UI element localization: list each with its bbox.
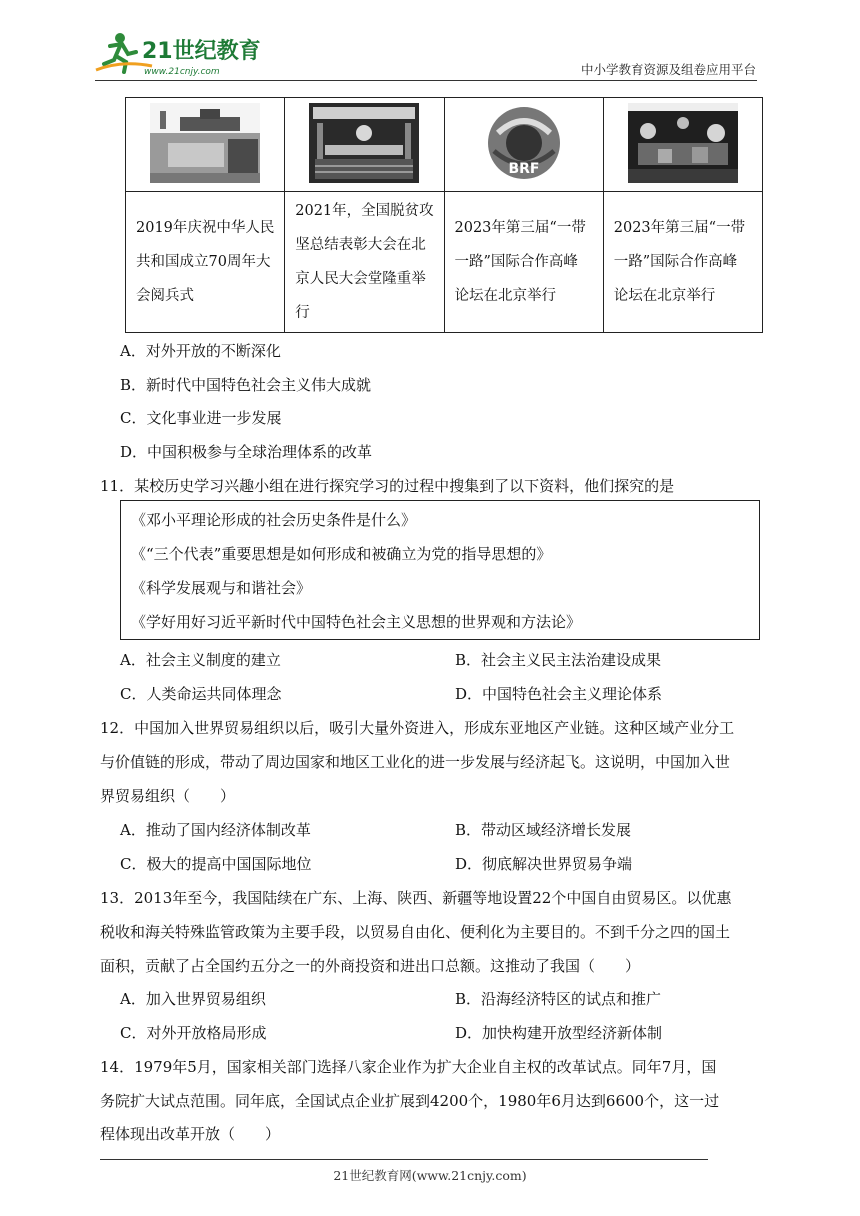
q12-option-b[interactable]: B．带动区域经济增长发展	[455, 821, 632, 839]
caption-cell	[444, 192, 603, 333]
material-item: 《“三个代表”重要思想是如何形成和被确立为党的指导思想的》	[131, 545, 552, 563]
page-footer[interactable]: 21世纪教育网(www.21cnjy.com)	[333, 1168, 527, 1183]
caption-line: 一路”国际合作高峰	[613, 254, 738, 270]
q12-stem-line: 界贸易组织（ ）	[100, 787, 236, 805]
q11-option-a[interactable]: A．社会主义制度的建立	[120, 651, 281, 669]
q10-option-b[interactable]: B．新时代中国特色社会主义伟大成就	[120, 376, 372, 394]
caption-line: 2021年，全国脱贫攻	[295, 203, 434, 219]
brf-logo	[484, 103, 564, 183]
table-cell	[603, 98, 762, 192]
q10-option-a[interactable]: A．对外开放的不断深化	[120, 342, 281, 360]
q10-option-d[interactable]: D．中国积极参与全球治理体系的改革	[120, 443, 373, 461]
q12-option-c[interactable]: C．极大的提高中国国际地位	[120, 855, 312, 873]
logo-graphic	[92, 30, 262, 80]
q13-option-a[interactable]: A．加入世界贸易组织	[120, 990, 266, 1008]
caption-cell	[126, 192, 285, 333]
table-cell	[126, 98, 285, 192]
caption-line: 一路”国际合作高峰	[454, 254, 578, 270]
caption-cell	[603, 192, 762, 333]
parade-square-photo	[150, 103, 260, 183]
material-item: 《学好用好习近平新时代中国特色社会主义思想的世界观和方法论》	[131, 613, 582, 631]
caption-line: 行	[295, 305, 310, 321]
footer-divider	[100, 1159, 708, 1160]
q13-option-b[interactable]: B．沿海经济特区的试点和推广	[455, 990, 662, 1008]
platform-name: 中小学教育资源及组卷应用平台	[580, 62, 756, 77]
svg-text:www.21cnjy.com: www.21cnjy.com	[144, 67, 220, 77]
q13-option-c[interactable]: C．对外开放格局形成	[120, 1024, 267, 1042]
site-logo	[92, 30, 262, 80]
image-row	[126, 98, 763, 192]
q14-stem-line: 程体现出改革开放（ ）	[100, 1125, 281, 1143]
table-cell	[444, 98, 603, 192]
caption-line: 共和国成立70周年大	[136, 254, 271, 270]
q10-option-c[interactable]: C．文化事业进一步发展	[120, 409, 282, 427]
q14-stem-line: 务院扩大试点范围。同年底，全国试点企业扩展到4200个，1980年6月达到6600个，这一过	[100, 1092, 720, 1110]
caption-line: 2023年第三届“一带	[454, 220, 586, 236]
q12-stem-line: 与价值链的形成，带动了周边国家和地区工业化的进一步发展与经济起飞。这说明，中国加入世	[100, 753, 731, 771]
caption-line: 会阅兵式	[136, 288, 194, 304]
page-header	[0, 0, 860, 90]
great-hall-assembly-photo	[309, 103, 419, 183]
caption-line: 论坛在北京举行	[454, 288, 556, 304]
q11-option-d[interactable]: D．中国特色社会主义理论体系	[455, 685, 663, 703]
q14-stem-line: 14．1979年5月，国家相关部门选择八家企业作为扩大企业自主权的改革试点。同年7月，国	[100, 1058, 717, 1076]
q11-stem: 11．某校历史学习兴趣小组在进行探究学习的过程中搜集到了以下资料，他们探究的是	[100, 477, 675, 495]
q13-stem-line: 13．2013年至今，我国陆续在广东、上海、陕西、新疆等地设置22个中国自由贸易区。以优惠	[100, 889, 732, 907]
table-cell	[285, 98, 444, 192]
caption-line: 2019年庆祝中华人民	[136, 220, 275, 236]
caption-line: 论坛在北京举行	[613, 288, 716, 304]
q13-option-d[interactable]: D．加快构建开放型经济新体制	[455, 1024, 663, 1042]
caption-line: 2023年第三届“一带	[613, 220, 746, 236]
material-item: 《邓小平理论形成的社会历史条件是什么》	[131, 511, 417, 529]
header-divider	[95, 80, 757, 81]
svg-text:BRF: BRF	[508, 160, 540, 177]
q11-option-b[interactable]: B．社会主义民主法治建设成果	[455, 651, 662, 669]
q11-material-box	[120, 500, 760, 640]
svg-text:21世纪教育: 21世纪教育	[142, 39, 261, 64]
q12-option-a[interactable]: A．推动了国内经济体制改革	[120, 821, 311, 839]
caption-cell	[285, 192, 444, 333]
caption-row	[126, 192, 763, 333]
q12-stem-line: 12．中国加入世界贸易组织以后，吸引大量外资进入，形成东亚地区产业链。这种区域产业分工	[100, 719, 735, 737]
q13-stem-line: 税收和海关特殊监管政策为主要手段，以贸易自由化、便利化为主要目的。不到千分之四的国土	[100, 923, 731, 941]
material-item: 《科学发展观与和谐社会》	[131, 579, 312, 597]
q13-stem-line: 面积，贡献了占全国约五分之一的外商投资和进出口总额。这推动了我国（ ）	[100, 957, 641, 975]
caption-line: 京人民大会堂隆重举	[295, 271, 426, 287]
forum-stage-photo	[628, 103, 738, 183]
q12-option-d[interactable]: D．彻底解决世界贸易争端	[455, 855, 633, 873]
image-table	[125, 97, 763, 333]
caption-line: 坚总结表彰大会在北	[295, 237, 426, 253]
q11-option-c[interactable]: C．人类命运共同体理念	[120, 685, 282, 703]
